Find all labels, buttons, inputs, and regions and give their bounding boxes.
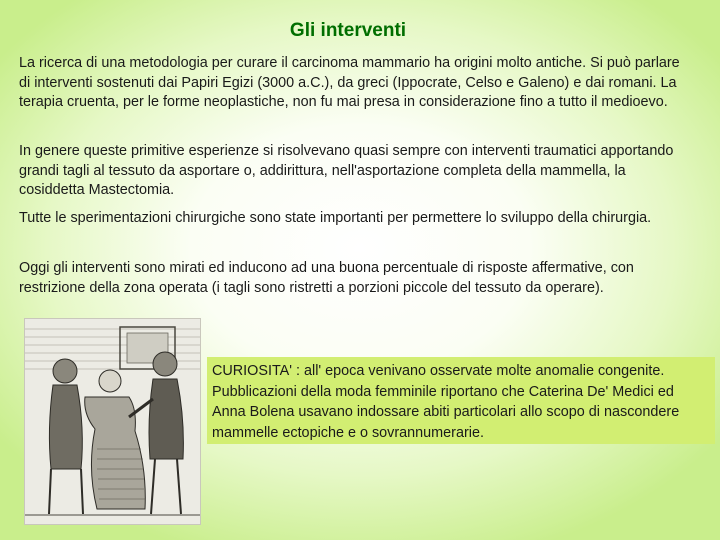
engraving-illustration	[25, 319, 200, 524]
curiosity-callout	[207, 357, 715, 444]
slide-title: Gli interventi	[289, 20, 407, 41]
historical-engraving-image	[24, 318, 201, 525]
curiosity-text: CURIOSITA' : all' epoca venivano osservate molte anomalie congenite. Pubblicazioni della moda femminile riportano che Caterina De' Medici ed Anna Bolena usavano indossare abiti particolari allo scopo di nascondere mammelle ectopiche e o sovrannumerarie.	[212, 363, 680, 441]
paragraph-experiments: Tutte le sperimentazioni chirurgiche sono state importanti per permettere lo sviluppo della chirurgia.	[19, 210, 652, 226]
paragraph-early-surgery: In genere queste primitive esperienze si risolvevano quasi sempre con interventi traumatici apportando grandi tagli al tessuto da asportare o, addirittura, nell'asportazione completa della mammella, la cosiddetta Mastectomia.	[19, 143, 674, 199]
paragraph-modern-surgery: Oggi gli interventi sono mirati ed inducono ad una buona percentuale di risposte affermative, con restrizione della zona operata (i tagli sono ristretti a porzioni piccole del tessuto da operare).	[19, 260, 634, 296]
paragraph-origins: La ricerca di una metodologia per curare il carcinoma mammario ha origini molto antiche. Si può parlare di interventi sostenuti dai Papiri Egizi (3000 a.C.), da greci (Ippocrate, Celso e Galeno) e dai romani. La terapia cruenta, per le forme neoplastiche, non fu mai presa in considerazione fino a tutto il medioevo.	[19, 55, 680, 111]
